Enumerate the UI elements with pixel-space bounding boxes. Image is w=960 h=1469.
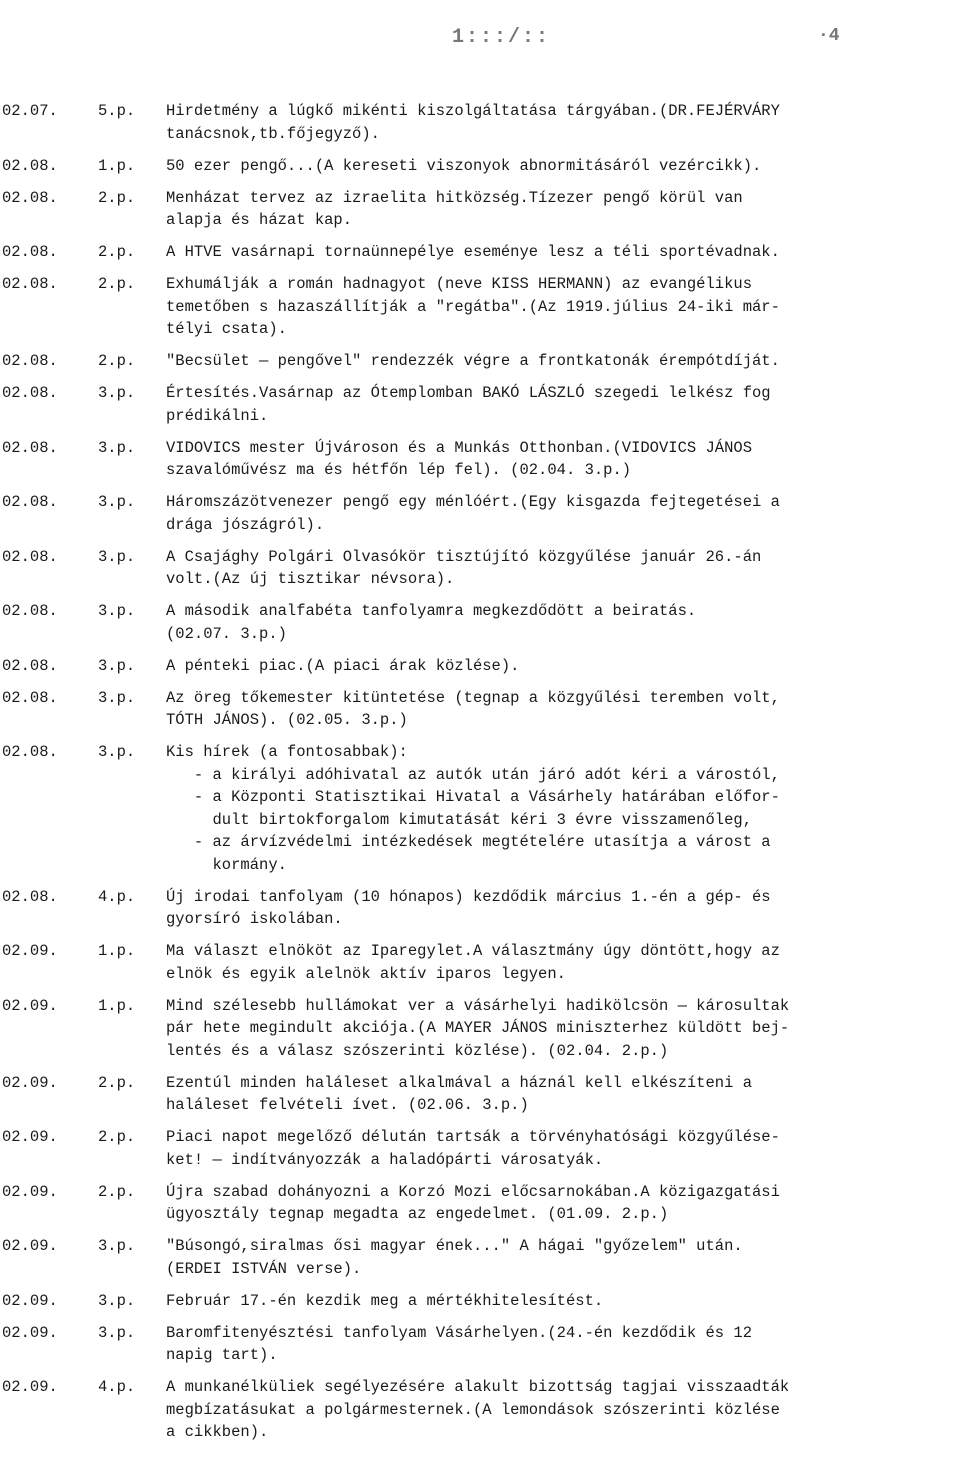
entry-text-line: elnök és egyik alelnök aktív iparos legyen. [166,964,566,983]
entry-text-line: Kis hírek (a fontosabbak): [166,743,408,761]
entry-date: 02.08. [2,384,58,402]
entry-page: 3.p. [98,688,136,707]
entry-page: 1.p. [98,156,136,175]
entry-text [166,491,946,536]
entry-text [166,155,946,178]
entry-text-line: 50 ezer pengő...(A kereseti viszonyok abnormitásáról vezércikk). [166,156,762,175]
entry-text-line: drága jószágról). [166,515,325,534]
entry-date: 02.08. [2,547,58,566]
entry-text-line: Ezentúl minden haláleset alkalmával a háznál kell elkészíteni a [166,1073,752,1092]
entry-text [166,350,946,373]
entry-text-line: Értesítés.Vasárnap az Ótemplomban BAKÓ LÁSZLÓ szegedi lelkész fog [166,384,771,402]
entry-page: 2.p. [98,1182,136,1201]
entry-date: 02.09. [2,1182,58,1201]
list-item [0,382,960,427]
entry-date: 02.08. [2,602,58,620]
list-item [0,741,960,876]
entry-date: 02.08. [2,243,58,261]
entry-text [166,995,946,1063]
entry-text-line: VIDOVICS mester Újvároson és a Munkás Otthonban.(VIDOVICS JÁNOS [166,438,752,457]
entry-text [166,241,946,264]
entry-text-line: Baromfitenyésztési tanfolyam Vásárhelyen.(24.-én kezdődik és 12 [166,1323,752,1342]
entry-text-line: Hirdetmény a lúgkő mikénti kiszolgáltatása tárgyában.(DR.FEJÉRVÁRY [166,102,780,120]
entry-page: 3.p. [98,493,136,511]
list-item [0,655,960,678]
entry-text-line: temetőben s hazaszállítják a "regátba".(Az 1919.július 24-iki már- [166,297,780,316]
entry-text [166,546,946,591]
list-item [0,995,960,1063]
list-item [0,600,960,645]
entry-date: 02.08. [2,156,58,175]
entry-text-line: Mind szélesebb hullámokat ver a vásárhelyi hadikölcsön — károsultak [166,996,790,1015]
entry-text-line: Ma választ elnököt az Iparegylet.A választmány úgy döntött,hogy az [166,942,780,960]
entry-text-line: haláleset felvételi ívet. (02.06. 3.p.) [166,1096,529,1114]
entry-page: 2.p. [98,1128,136,1146]
entry-page: 2.p. [98,275,136,293]
entry-text [166,1322,946,1367]
entry-page: 3.p. [98,384,136,402]
entry-text [166,1235,946,1280]
entry-text-line: A második analfabéta tanfolyamra megkezdődött a beiratás. [166,602,697,620]
entry-date: 02.09. [2,942,58,960]
list-item [0,687,960,732]
entry-text [166,100,946,145]
entry-text [166,187,946,232]
entry-text-line: télyi csata). [166,320,287,338]
entry-text-line: volt.(Az új tisztikar névsora). [166,570,455,588]
entry-text-line: dult birtokforgalom kimutatását kéri 3 évre visszamenőleg, [166,810,752,829]
entry-date: 02.08. [2,352,58,370]
entry-text-line: gyorsíró iskolában. [166,910,343,928]
entry-text [166,940,946,985]
entry-text [166,655,946,678]
entry-date: 02.08. [2,887,58,906]
entry-page: 5.p. [98,102,136,120]
entry-text-line: - a királyi adóhivatal az autók után járó adót kéri a várostól, [166,765,780,784]
entry-text [166,1072,946,1117]
list-item [0,1376,960,1444]
entry-text-line: - az árvízvédelmi intézkedések megtételére utasítja a várost a [166,833,771,851]
entry-page: 3.p. [98,438,136,457]
entry-page: 4.p. [98,887,136,906]
entry-text-line: tanácsnok,tb.főjegyző). [166,124,380,143]
entry-text-line: ügyosztály tegnap megadta az engedelmet. (01.09. 2.p.) [166,1205,669,1223]
entry-text-line: Új irodai tanfolyam (10 hónapos) kezdődik március 1.-én a gép- és [166,887,771,906]
entry-date: 02.08. [2,656,58,675]
entry-page: 3.p. [98,547,136,566]
entry-text [166,1181,946,1226]
entry-text [166,687,946,732]
entry-date: 02.08. [2,188,58,207]
entry-text-line: pár hete megindult akciója.(A MAYER JÁNOS miniszterhez küldött bej- [166,1019,790,1037]
entry-date: 02.08. [2,275,58,293]
entry-date: 02.08. [2,743,58,761]
entry-page: 3.p. [98,1323,136,1342]
list-item [0,940,960,985]
entry-text-line: "Becsület — pengővel" rendezzék végre a frontkatonák érempótdíját. [166,352,780,370]
entry-page: 3.p. [98,656,136,675]
entry-text [166,886,946,931]
entry-text-line: TÓTH JÁNOS). (02.05. 3.p.) [166,711,408,729]
list-item [0,187,960,232]
list-item [0,241,960,264]
entry-text-line: Exhumálják a román hadnagyot (neve KISS HERMANN) az evangélikus [166,275,752,293]
entry-date: 02.09. [2,1073,58,1092]
entry-date: 02.09. [2,1128,58,1146]
list-item [0,886,960,931]
entry-text-line: prédikálni. [166,406,269,425]
entry-date: 02.09. [2,1378,58,1396]
entry-date: 02.09. [2,996,58,1015]
entry-page: 1.p. [98,942,136,960]
entry-text-line: A Csajághy Polgári Olvasókör tisztújító közgyűlése január 26.-án [166,547,762,566]
entry-text-line: - a Központi Statisztikai Hivatal a Vásárhely határában előfor- [166,788,780,806]
list-item [0,1181,960,1226]
entry-page: 3.p. [98,743,136,761]
entry-list [0,100,960,1453]
entry-text-line: kormány. [166,855,287,874]
entry-text-line: Február 17.-én kezdik meg a mértékhitelesítést. [166,1291,604,1310]
header-page-number: ·4 [818,26,840,46]
entry-text-line: szavalóművész ma és hétfőn lép fel). (02.04. 3.p.) [166,461,632,479]
entry-date: 02.08. [2,438,58,457]
entry-text [166,1126,946,1171]
list-item [0,1126,960,1171]
entry-text [166,600,946,645]
entry-date: 02.09. [2,1237,58,1255]
entry-page: 3.p. [98,602,136,620]
entry-date: 02.08. [2,688,58,707]
entry-text [166,437,946,482]
list-item [0,155,960,178]
entry-text-line: A munkanélküliek segélyezésére alakult bizottság tagjai visszaadták [166,1378,790,1396]
entry-page: 2.p. [98,188,136,207]
list-item [0,437,960,482]
entry-date: 02.08. [2,493,58,511]
entry-text-line: Piaci napot megelőző délután tartsák a törvényhatósági közgyűlése- [166,1128,780,1146]
entry-date: 02.09. [2,1323,58,1342]
entry-text-line: A HTVE vasárnapi tornaünnepélye eseménye lesz a téli sportévadnak. [166,243,780,261]
entry-text [166,1290,946,1313]
list-item [0,100,960,145]
entry-text-line: megbízatásukat a polgármesternek.(A lemondások szószerinti közlése [166,1400,780,1419]
entry-page: 3.p. [98,1291,136,1310]
entry-text-line: Háromszázötvenezer pengő egy ménlóért.(Egy kisgazda fejtegetései a [166,493,780,511]
entry-text [166,273,946,341]
list-item [0,1290,960,1313]
list-item [0,273,960,341]
entry-date: 02.09. [2,1291,58,1310]
entry-text-line: (02.07. 3.p.) [166,624,287,643]
entry-page: 2.p. [98,1073,136,1092]
entry-text-line: a cikkben). [166,1423,269,1441]
entry-text-line: alapja és házat kap. [166,211,353,229]
entry-text-line: napig tart). [166,1346,278,1364]
list-item [0,1235,960,1280]
list-item [0,350,960,373]
page-header [0,26,960,56]
entry-text [166,382,946,427]
entry-page: 2.p. [98,243,136,261]
header-stamp-left: 1:::/:: [452,26,551,49]
entry-text [166,741,946,876]
list-item [0,546,960,591]
entry-page: 1.p. [98,996,136,1015]
entry-text [166,1376,946,1444]
list-item [0,1322,960,1367]
entry-text-line: Az öreg tőkemester kitüntetése (tegnap a közgyűlési teremben volt, [166,688,780,707]
entry-page: 4.p. [98,1378,136,1396]
entry-text-line: Újra szabad dohányozni a Korzó Mozi előcsarnokában.A közigazgatási [166,1182,780,1201]
entry-date: 02.07. [2,102,58,120]
entry-page: 3.p. [98,1237,136,1255]
entry-text-line: "Búsongó,siralmas ősi magyar ének..." A hágai "győzelem" után. [166,1237,743,1255]
entry-text-line: (ERDEI ISTVÁN verse). [166,1259,362,1278]
entry-text-line: lentés és a válasz szószerinti közlése). (02.04. 2.p.) [166,1041,669,1060]
list-item [0,1072,960,1117]
entry-text-line: Menházat tervez az izraelita hitközség.Tízezer pengő körül van [166,188,743,207]
entry-page: 2.p. [98,352,136,370]
list-item [0,491,960,536]
entry-text-line: ket! — indítványozzák a haladópárti városatyák. [166,1150,604,1169]
entry-text-line: A pénteki piac.(A piaci árak közlése). [166,656,520,675]
